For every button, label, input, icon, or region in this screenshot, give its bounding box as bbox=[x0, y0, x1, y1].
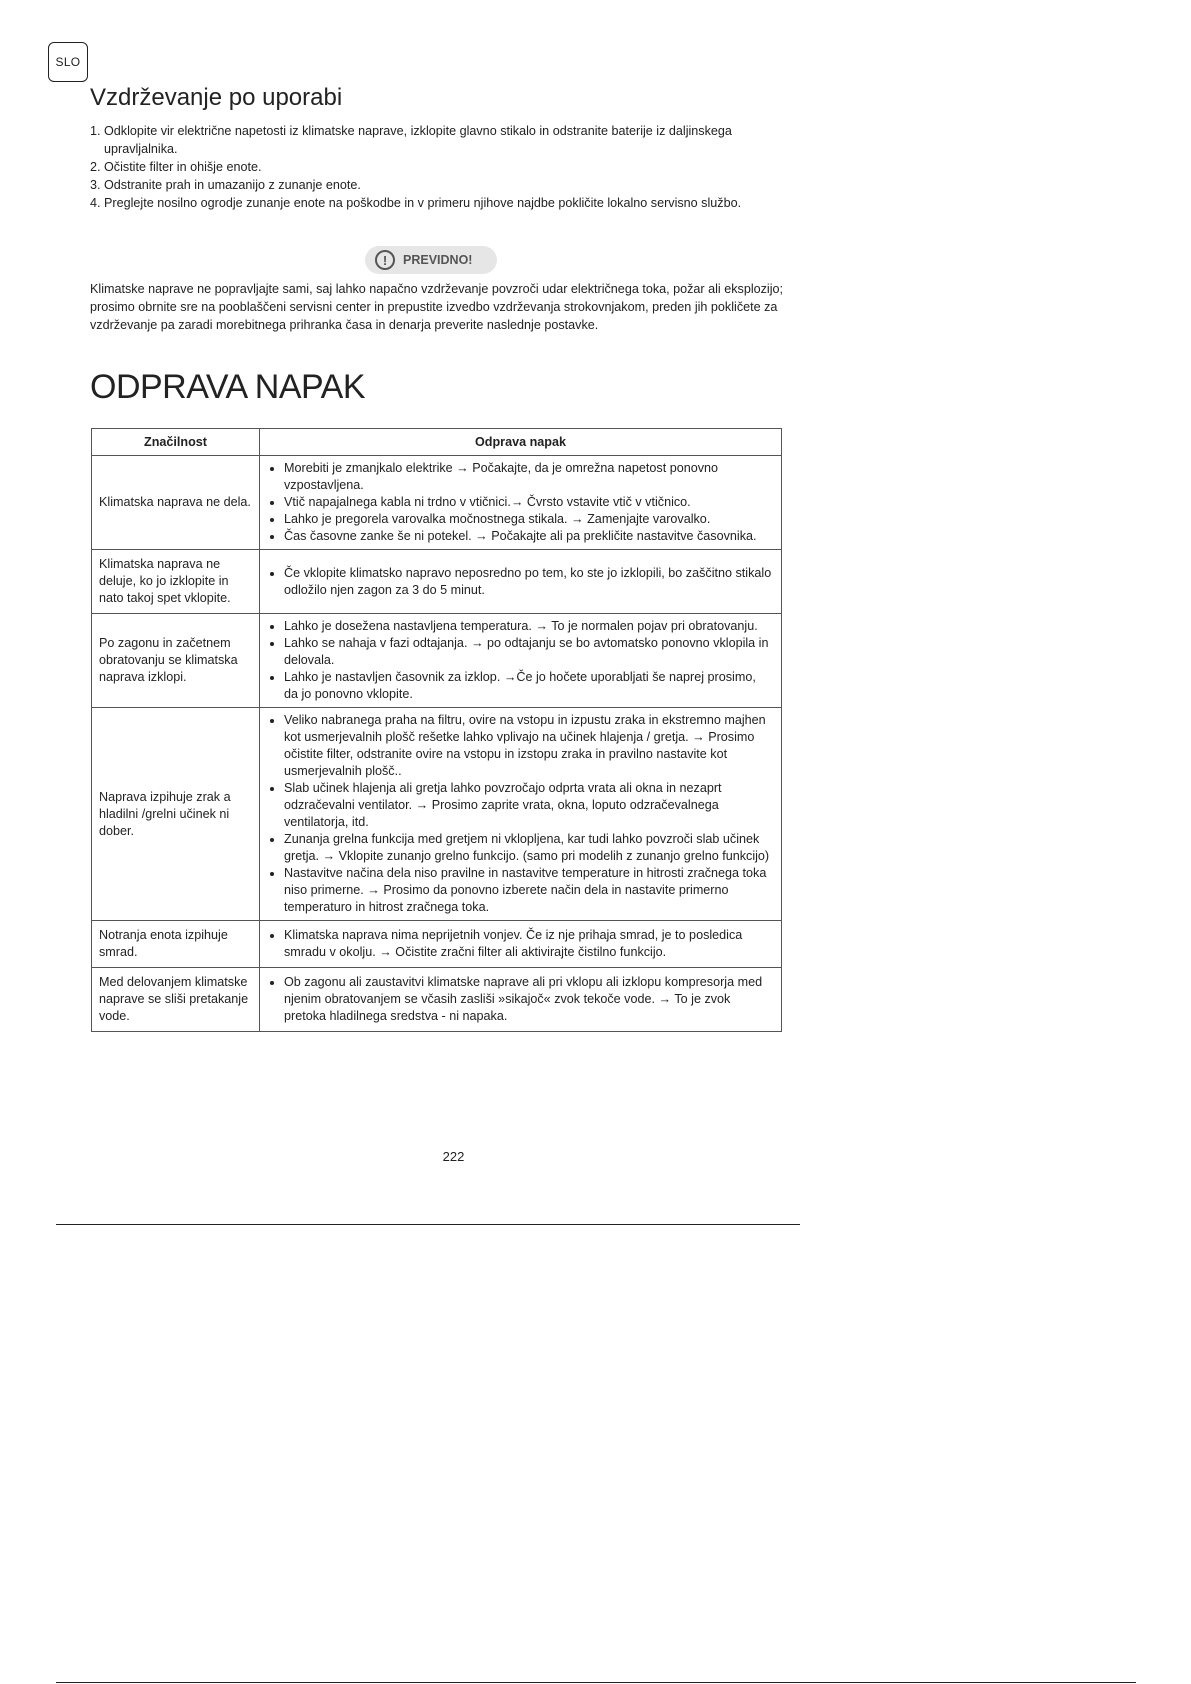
feature-cell: Naprava izpihuje zrak a hladilni /grelni učinek ni dober. bbox=[92, 708, 260, 921]
step-number: 3. bbox=[90, 178, 101, 192]
step-number: 1. bbox=[90, 124, 101, 138]
exclamation-circle-icon: ! bbox=[375, 250, 395, 270]
table-row bbox=[92, 968, 782, 1032]
fix-item: • Morebiti je zmanjkalo elektrike → Počakajte, da je omrežna napetost ponovno vzpostavljena. bbox=[284, 460, 773, 494]
fix-item: • Nastavitve načina dela niso pravilne in nastavitve temperature in hitrosti zračnega toka niso primerne. → Prosimo da ponovno izberete način dela in nastavite primerno temperaturo in hitrost zračnega toka. bbox=[284, 865, 773, 916]
fix-item: • Ob zagonu ali zaustavitvi klimatske naprave ali pri vklopu ali izklopu kompresorja med njenim obratovanjem se včasih zasliši »sikajoč« zvok tekoče vode. → To je zvok pretoka hladilnega sredstva - ni napaka. bbox=[284, 974, 773, 1025]
feature-cell: Klimatska naprava ne dela. bbox=[92, 456, 260, 550]
fix-cell bbox=[260, 550, 782, 614]
fix-cell bbox=[260, 456, 782, 550]
step-text: Odstranite prah in umazanijo z zunanje enote. bbox=[104, 178, 361, 192]
fix-list bbox=[268, 712, 773, 916]
fix-item: • Klimatska naprava nima neprijetnih vonjev. Če iz nje prihaja smrad, je to posledica smradu v okolju. → Očistite zračni filter ali aktivirajte čistilno funkcijo. bbox=[284, 927, 773, 961]
table-header-row bbox=[92, 429, 782, 456]
page-divider bbox=[56, 1224, 800, 1225]
fix-list bbox=[268, 974, 773, 1025]
step-text: Odklopite vir električne napetosti iz klimatske naprave, izklopite glavno stikalo in odstranite baterije iz daljinskega upravljalnika. bbox=[104, 124, 732, 156]
feature-cell: Klimatska naprava ne deluje, ko jo izklopite in nato takoj spet vklopite. bbox=[92, 550, 260, 614]
table-row bbox=[92, 614, 782, 708]
fix-list bbox=[268, 927, 773, 961]
fix-item: • Vtič napajalnega kabla ni trdno v vtičnici.→ Čvrsto vstavite vtič v vtičnico. bbox=[284, 494, 773, 511]
feature-cell: Med delovanjem klimatske naprave se sliši pretakanje vode. bbox=[92, 968, 260, 1032]
fix-item: • Če vklopite klimatsko napravo neposredno po tem, ko ste jo izklopili, bo zaščitno stikalo odložilo njen zagon za 3 do 5 minut. bbox=[284, 565, 773, 599]
page-divider bbox=[56, 1682, 1136, 1683]
table-row bbox=[92, 550, 782, 614]
maintenance-step bbox=[90, 122, 770, 158]
fix-cell bbox=[260, 614, 782, 708]
table-row bbox=[92, 708, 782, 921]
table-row bbox=[92, 456, 782, 550]
fix-cell bbox=[260, 968, 782, 1032]
fix-item: • Zunanja grelna funkcija med gretjem ni vklopljena, kar tudi lahko povzroči slab učinek gretja. → Vklopite zunanjo grelno funkcijo. (samo pri modelih z zunanjo grelno funkcijo) bbox=[284, 831, 773, 865]
caution-badge bbox=[365, 246, 497, 274]
troubleshooting-table bbox=[91, 428, 782, 1032]
maintenance-step bbox=[90, 194, 770, 212]
maintenance-step bbox=[90, 158, 770, 176]
language-badge: SLO bbox=[48, 42, 88, 82]
fix-cell bbox=[260, 708, 782, 921]
troubleshooting-heading: ODPRAVA NAPAK bbox=[90, 368, 366, 406]
step-text: Očistite filter in ohišje enote. bbox=[104, 160, 262, 174]
fix-item: • Veliko nabranega praha na filtru, ovire na vstopu in izpustu zraka in ekstremno majhen kot usmerjevalnih plošč rešetke lahko vplivajo na učinek hlajenja / gretja. → Prosimo očistite filter, odstranite ovire na vstopu in izstopu zraka in pravilno nastavite kot usmerjevalnih plošč.. bbox=[284, 712, 773, 780]
caution-label: PREVIDNO! bbox=[403, 253, 473, 267]
feature-cell: Notranja enota izpihuje smrad. bbox=[92, 921, 260, 968]
fix-list bbox=[268, 618, 773, 703]
fix-list bbox=[268, 565, 773, 599]
maintenance-heading: Vzdrževanje po uporabi bbox=[90, 84, 343, 111]
table-row bbox=[92, 921, 782, 968]
fix-list bbox=[268, 460, 773, 545]
fix-item: • Lahko je nastavljen časovnik za izklop. →Če jo hočete uporabljati še naprej prosimo, da jo ponovno vklopite. bbox=[284, 669, 773, 703]
fix-item: • Lahko je dosežena nastavljena temperatura. → To je normalen pojav pri obratovanju. bbox=[284, 618, 773, 635]
fix-item: • Slab učinek hlajenja ali gretja lahko povzročajo odprta vrata ali okna in nezaprt odzračevalni ventilator. → Prosimo zaprite vrata, okna, loputo odzračevalnega ventilatorja, itd. bbox=[284, 780, 773, 831]
column-header-fix: Odprava napak bbox=[260, 429, 782, 456]
maintenance-step bbox=[90, 176, 770, 194]
maintenance-steps-list bbox=[90, 122, 770, 212]
step-text: Preglejte nosilno ogrodje zunanje enote na poškodbe in v primeru njihove najdbe pokličite lokalno servisno službo. bbox=[104, 196, 742, 210]
step-number: 2. bbox=[90, 160, 101, 174]
fix-item: • Lahko je pregorela varovalka močnostnega stikala. → Zamenjajte varovalko. bbox=[284, 511, 773, 528]
fix-item: • Čas časovne zanke še ni potekel. → Počakajte ali pa prekličite nastavitve časovnika. bbox=[284, 528, 773, 545]
fix-item: • Lahko se nahaja v fazi odtajanja. → po odtajanju se bo avtomatsko ponovno vklopila in delovala. bbox=[284, 635, 773, 669]
fix-cell bbox=[260, 921, 782, 968]
page-number: 222 bbox=[442, 1149, 465, 1164]
column-header-feature: Značilnost bbox=[92, 429, 260, 456]
caution-text: Klimatske naprave ne popravljajte sami, saj lahko napačno vzdrževanje povzroči udar električnega toka, požar ali eksplozijo; prosimo obrnite sre na pooblaščeni servisni center in prepustite izvedbo vzdrževanja strokovnjakom, preden jih pokličete za vzdrževanje pa zaradi morebitnega prihranka časa in denarja preverite naslednje postavke. bbox=[90, 282, 784, 332]
feature-cell: Po zagonu in začetnem obratovanju se klimatska naprava izklopi. bbox=[92, 614, 260, 708]
step-number: 4. bbox=[90, 196, 101, 210]
